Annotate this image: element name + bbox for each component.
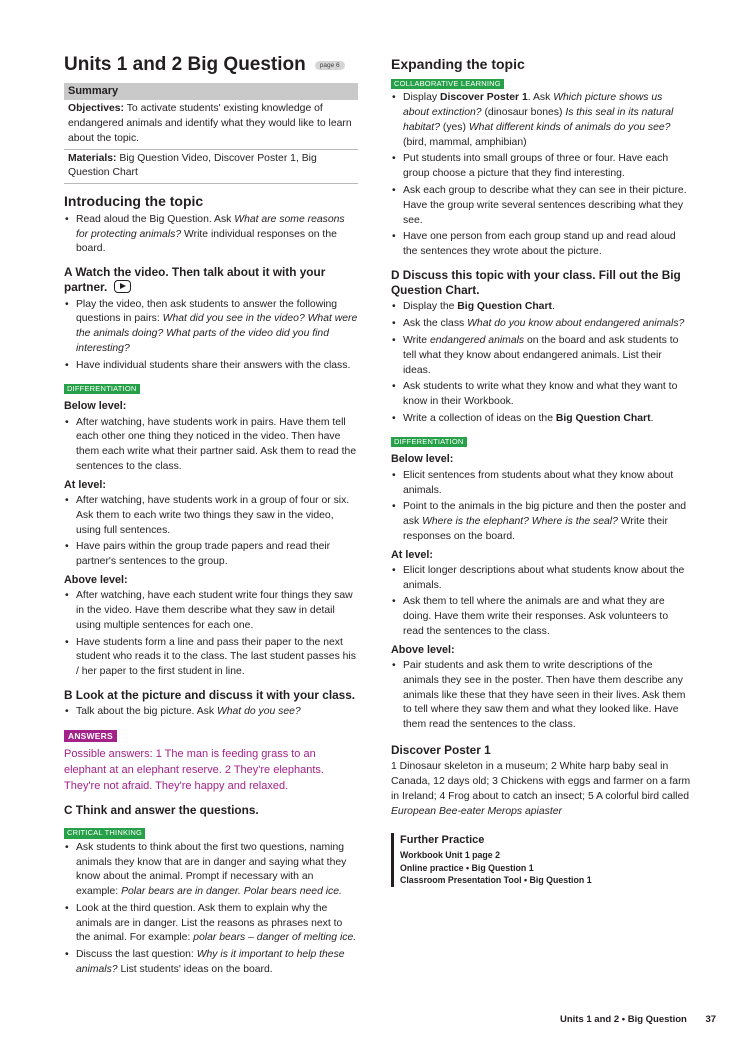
discover-poster-text: 1 Dinosaur skeleton in a museum; 2 White harp baby seal in Canada, 12 days old; 3 Chickens with eggs and farmer on a farm in Ireland; 4 Frog about to catch an insect; 5 A colorful bird called European Bee-eater Merops apiaster xyxy=(391,761,691,817)
further-practice-item: Workbook Unit 1 page 2 xyxy=(400,849,501,860)
play-video-icon[interactable] xyxy=(114,280,131,293)
materials-text: Big Question Video, Discover Poster 1, Big Question Chart xyxy=(68,152,317,179)
answers-tag: ANSWERS xyxy=(64,730,117,742)
list-item: • Have one person from each group stand up and read aloud the sentences they wrote about the picture. xyxy=(391,230,691,260)
list-item: • Elicit sentences from students about what they know about animals. xyxy=(391,469,691,499)
list-item: • Write endangered animals on the board and ask students to tell what they know about endangered animals. List their ideas. xyxy=(391,334,691,378)
list-item: • Discuss the last question: Why is it important to help these animals? List students' ideas on the board. xyxy=(64,948,358,978)
summary-heading: Summary xyxy=(64,83,358,101)
right-column xyxy=(391,54,691,887)
list-item: • Write a collection of ideas on the Big Question Chart. xyxy=(391,412,691,427)
list-item: • Look at the third question. Ask them to explain why the animals are in danger. List the reasons as phrases next to the animal. For example: polar bears – danger of melting ice. xyxy=(64,902,358,946)
list-item: • Elicit longer descriptions about what students know about the animals. xyxy=(391,564,691,594)
list-item: • Have students form a line and pass their paper to the next student who reads it to the class. The last student passes his / her paper to the first student in line. xyxy=(64,636,358,680)
introducing-heading: Introducing the topic xyxy=(64,193,204,210)
further-practice-item: Classroom Presentation Tool • Big Question 1 xyxy=(400,875,592,886)
section-a-heading-text: A Watch the video. Then talk about it with your partner. xyxy=(64,265,326,295)
list-item: • After watching, have each student write four things they saw in the video. Have them describe what they saw in detail using multiple sentences for each one. xyxy=(64,589,358,633)
list-item: • Pair students and ask them to write descriptions of the animals they see in the poster. Then have them describe any animals like these that they have seen in their lives. Ask them to tell where they saw them and what they looked like. Have them read the sentences to the class. xyxy=(391,659,691,733)
objectives-label: Objectives: xyxy=(68,103,125,115)
list-item: • Ask the class What do you know about endangered animals? xyxy=(391,317,691,332)
above-level-list xyxy=(391,659,691,733)
materials-label: Materials: xyxy=(68,152,117,164)
list-item: • Ask each group to describe what they can see in their picture. Have the group write several sentences describing what they see. xyxy=(391,184,691,228)
summary-objectives xyxy=(64,100,358,149)
summary-box xyxy=(64,83,358,184)
section-c-list xyxy=(64,841,358,978)
below-level-label: Below level: xyxy=(64,400,127,413)
below-level-label: Below level: xyxy=(391,453,454,466)
at-level-label: At level: xyxy=(64,478,107,491)
list-item: • Point to the animals in the big picture and then the poster and ask Where is the elephant? Where is the seal? Write their responses on the board. xyxy=(391,500,691,544)
above-level-label: Above level: xyxy=(64,573,128,586)
list-item: • Put students into small groups of three or four. Have each group choose a picture that they find interesting. xyxy=(391,152,691,182)
critical-thinking-tag: CRITICAL THINKING xyxy=(64,828,145,839)
discover-poster-heading: Discover Poster 1 xyxy=(391,742,491,757)
summary-materials xyxy=(64,150,358,185)
introducing-list xyxy=(64,213,358,257)
section-a-heading xyxy=(64,265,358,296)
page-number: 37 xyxy=(705,1014,717,1025)
collaborative-learning-tag: COLLABORATIVE LEARNING xyxy=(391,79,504,90)
page-title-text: Units 1 and 2 Big Question xyxy=(64,54,306,75)
below-level-list xyxy=(391,469,691,545)
differentiation-tag: DIFFERENTIATION xyxy=(64,384,140,395)
list-item: • Have pairs within the group trade papers and read their partner's sentences to the group. xyxy=(64,540,358,570)
list-item: • Display the Big Question Chart. xyxy=(391,300,691,315)
above-level-list xyxy=(64,589,358,680)
list-item: • Ask students to write what they know and what they want to know in their Workbook. xyxy=(391,380,691,410)
further-practice-heading: Further Practice xyxy=(400,834,485,847)
list-item: • Read aloud the Big Question. Ask What are some reasons for protecting animals? Write individual responses on the board. xyxy=(64,213,358,257)
list-item: • Talk about the big picture. Ask What do you see? xyxy=(64,705,358,720)
section-c-heading: C Think and answer the questions. xyxy=(64,802,259,817)
differentiation-tag: DIFFERENTIATION xyxy=(391,437,467,448)
list-item: • Play the video, then ask students to answer the following questions in pairs: What did you see in the video? What were the animals doing? What parts of the video did you find interesting? xyxy=(64,298,358,357)
page-reference-badge: page 6 xyxy=(315,61,345,71)
above-level-label: Above level: xyxy=(391,643,455,656)
page-title xyxy=(64,54,358,77)
section-d-list xyxy=(391,300,691,426)
section-b-list xyxy=(64,705,358,720)
footer-label: Units 1 and 2 • Big Question xyxy=(560,1014,687,1025)
left-column xyxy=(64,54,358,980)
expanding-heading: Expanding the topic xyxy=(391,56,525,72)
further-practice-item: Online practice • Big Question 1 xyxy=(400,862,534,873)
expanding-list xyxy=(391,91,691,259)
page-footer xyxy=(560,1013,716,1026)
at-level-list xyxy=(64,494,358,570)
list-item: • After watching, have students work in pairs. Have them tell each other one thing they noticed in the video. Then have them each write what their partner said. Ask them to read the sentences to the class. xyxy=(64,416,358,475)
list-item: • Ask them to tell where the animals are and what they are doing. Have them write their responses. Ask volunteers to read the sentences to the class. xyxy=(391,595,691,639)
list-item: • Display Discover Poster 1. Ask Which picture shows us about extinction? (dinosaur bones) Is this seal in its natural habitat? (yes) What different kinds of animals do you see? (bird, mammal, amphibian) xyxy=(391,91,691,150)
at-level-label: At level: xyxy=(391,548,434,561)
section-d-heading: D Discuss this topic with your class. Fill out the Big Question Chart. xyxy=(391,267,681,298)
list-item: • After watching, have students work in a group of four or six. Ask them to each write two things they saw in the video, using full sentences. xyxy=(64,494,358,538)
objectives-text: To activate students' existing knowledge of endangered animals and identify what they would like to learn about the topic. xyxy=(68,103,352,144)
at-level-list xyxy=(391,564,691,640)
further-practice-box xyxy=(391,833,691,887)
list-item: • Have individual students share their answers with the class. xyxy=(64,359,358,374)
below-level-list xyxy=(64,416,358,475)
section-a-list xyxy=(64,298,358,374)
section-b-heading: B Look at the picture and discuss it with your class. xyxy=(64,687,356,702)
list-item: • Ask students to think about the first two questions, naming animals they know that are in danger and saying what they know about the animal. Prompt if necessary with an example: Polar bears are in danger. Polar bears need ice. xyxy=(64,841,358,900)
answers-text: Possible answers: 1 The man is feeding grass to an elephant at an elephant reserve. 2 They're elephants. They're not afraid. They're happy and relaxed. xyxy=(64,747,324,792)
